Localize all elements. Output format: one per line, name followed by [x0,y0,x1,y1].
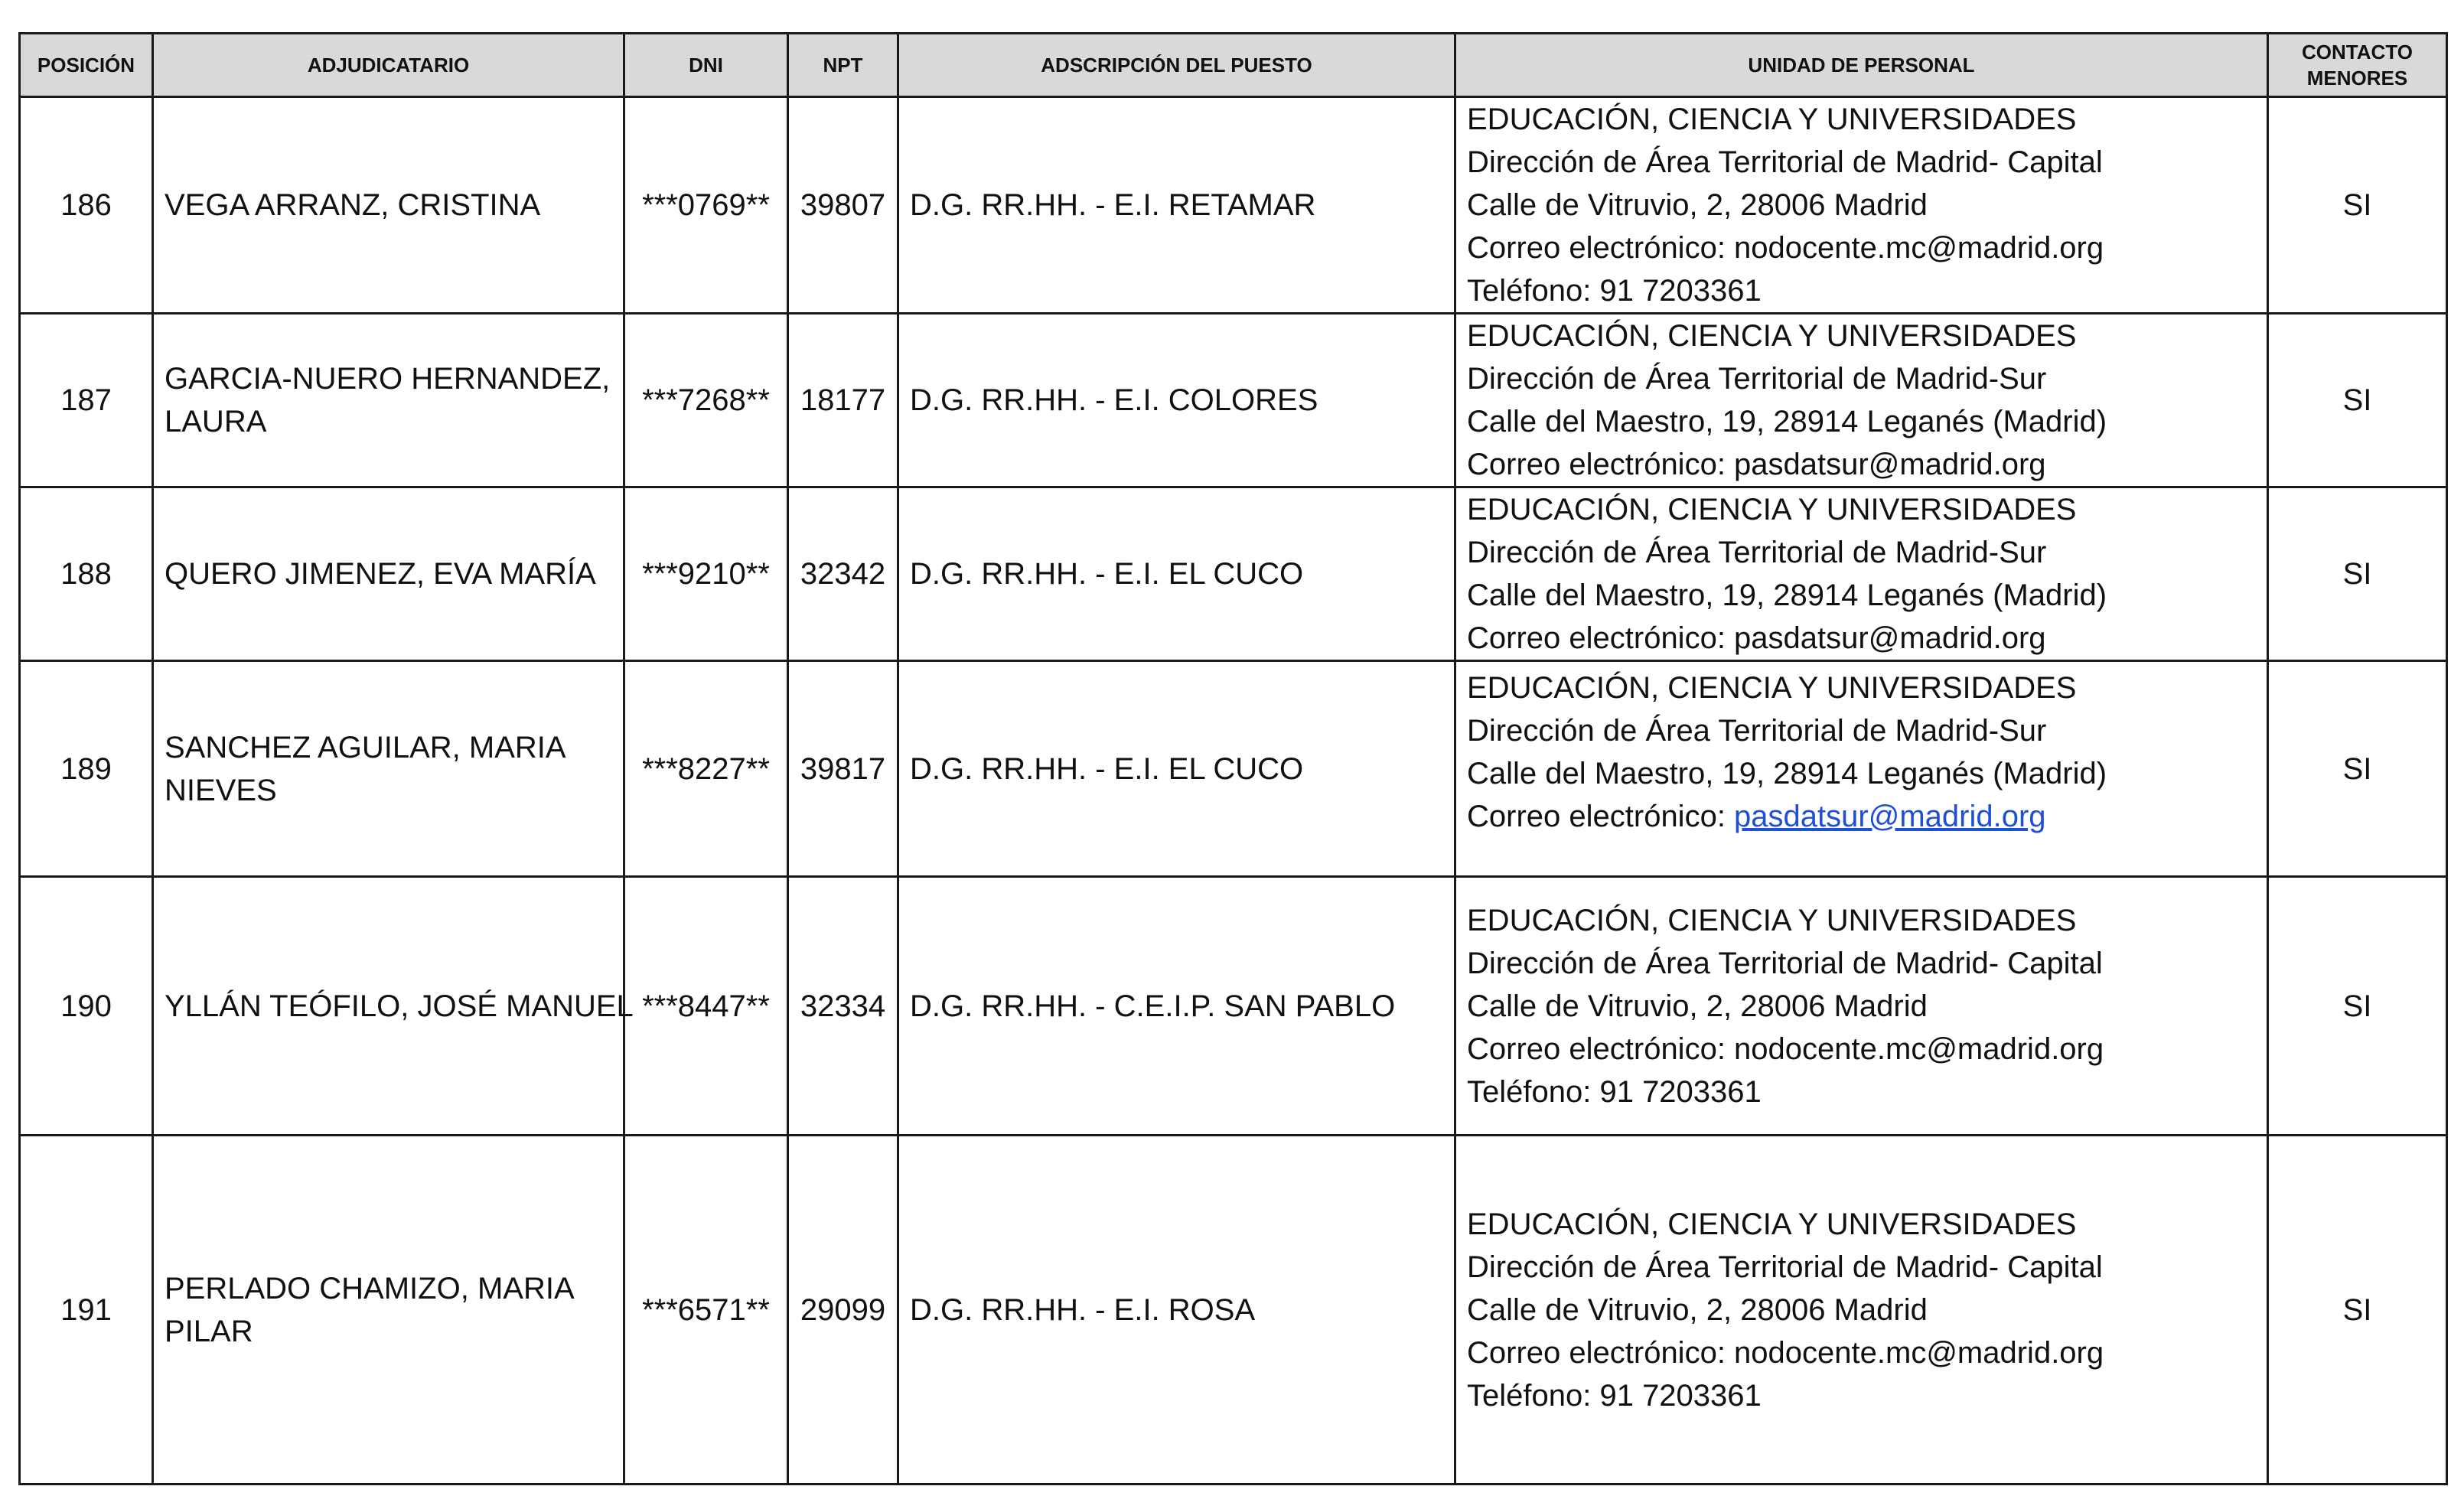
unidad-email-label: Correo electrónico: [1467,621,1735,655]
unidad-email: nodocente.mc@madrid.org [1734,231,2104,265]
cell-adscripcion: D.G. RR.HH. - E.I. RETAMAR [898,97,1455,314]
cell-adjudicatario [153,877,634,1136]
cell-npt: 39817 [788,661,898,877]
adjudicatario-line1: QUERO JIMENEZ, EVA MARÍA [165,557,596,591]
unidad-phone: Teléfono: 91 7203361 [1467,274,1762,308]
cell-contacto: SI [2268,487,2447,661]
unidad-email-line [1467,617,2256,660]
cell-npt: 32334 [788,877,898,1136]
unidad-email: nodocente.mc@madrid.org [1734,1335,2104,1370]
cell-adscripcion: D.G. RR.HH. - E.I. EL CUCO [898,661,1455,877]
unidad-address: Calle del Maestro, 19, 28914 Leganés (Madrid) [1467,405,2107,438]
adjudicatario-line1: GARCIA-NUERO HERNANDEZ, [165,362,611,396]
adjudicatario-line1: VEGA ARRANZ, CRISTINA [165,188,541,222]
unidad-email-line [1467,1331,2256,1374]
cell-contacto: SI [2268,877,2447,1136]
cell-dni: ***9210** [624,487,788,661]
unidad-address: Calle de Vitruvio, 2, 28006 Madrid [1467,1292,1928,1327]
cell-dni: ***8227** [624,661,788,877]
unidad-email: pasdatsur@madrid.org [1734,621,2046,655]
cell-unidad [1455,661,2268,877]
header-adjudicatario: ADJUDICATARIO [153,34,624,97]
unidad-email-label: Correo electrónico: [1467,800,1735,833]
unidad-ministry: EDUCACIÓN, CIENCIA Y UNIVERSIDADES [1467,903,2077,937]
cell-adjudicatario [153,314,624,487]
header-dni: DNI [624,34,788,97]
cell-adscripcion: D.G. RR.HH. - E.I. EL CUCO [898,487,1455,661]
cell-adjudicatario [153,97,624,314]
cell-unidad [1455,487,2268,661]
table-row [20,1136,2447,1485]
cell-dni: ***8447** [624,877,788,1136]
unidad-ministry: EDUCACIÓN, CIENCIA Y UNIVERSIDADES [1467,671,2077,705]
cell-posicion: 187 [20,314,153,487]
cell-contacto: SI [2268,97,2447,314]
cell-adscripcion: D.G. RR.HH. - C.E.I.P. SAN PABLO [898,877,1455,1136]
header-unidad: UNIDAD DE PERSONAL [1455,34,2268,97]
cell-npt: 32342 [788,487,898,661]
cell-adscripcion: D.G. RR.HH. - E.I. COLORES [898,314,1455,487]
unidad-email: nodocente.mc@madrid.org [1734,1032,2104,1066]
cell-unidad [1455,877,2268,1136]
unidad-address: Calle de Vitruvio, 2, 28006 Madrid [1467,989,1928,1023]
table-row [20,877,2447,1136]
unidad-direction: Dirección de Área Territorial de Madrid- Capital [1467,1250,2103,1284]
header-contacto-line2: MENORES [2306,67,2408,90]
unidad-address: Calle de Vitruvio, 2, 28006 Madrid [1467,188,1928,222]
unidad-ministry: EDUCACIÓN, CIENCIA Y UNIVERSIDADES [1467,319,2077,353]
cell-posicion: 188 [20,487,153,661]
unidad-email-line [1467,1028,2256,1071]
unidad-phone: Teléfono: 91 7203361 [1467,1378,1762,1413]
cell-dni: ***7268** [624,314,788,487]
unidad-email-label: Correo electrónico: [1467,1032,1735,1066]
unidad-phone: Teléfono: 91 7203361 [1467,1074,1762,1109]
document-page [18,32,2446,1485]
cell-dni: ***6571** [624,1136,788,1485]
unidad-direction: Dirección de Área Territorial de Madrid- Capital [1467,145,2103,179]
unidad-ministry: EDUCACIÓN, CIENCIA Y UNIVERSIDADES [1467,1207,2077,1241]
table-row [20,97,2447,314]
cell-contacto: SI [2268,1136,2447,1485]
cell-posicion: 191 [20,1136,153,1485]
unidad-email-line [1467,795,2256,838]
cell-dni: ***0769** [624,97,788,314]
adjudicatario-line1: YLLÁN TEÓFILO, JOSÉ MANUEL [165,989,634,1023]
unidad-ministry: EDUCACIÓN, CIENCIA Y UNIVERSIDADES [1467,103,2077,136]
unidad-address: Calle del Maestro, 19, 28914 Leganés (Madrid) [1467,757,2107,790]
cell-unidad [1455,97,2268,314]
table-row [20,661,2447,877]
adjudicatario-line2: PILAR [165,1314,253,1348]
unidad-address: Calle del Maestro, 19, 28914 Leganés (Madrid) [1467,579,2107,612]
cell-npt: 39807 [788,97,898,314]
unidad-email-line [1467,227,2256,269]
header-row [20,34,2447,97]
cell-posicion: 189 [20,661,153,877]
unidad-ministry: EDUCACIÓN, CIENCIA Y UNIVERSIDADES [1467,493,2077,526]
adjudication-table [18,32,2448,1485]
cell-adjudicatario [153,661,624,877]
unidad-direction: Dirección de Área Territorial de Madrid-Sur [1467,362,2047,396]
table-row [20,487,2447,661]
cell-contacto: SI [2268,661,2447,877]
cell-npt: 29099 [788,1136,898,1485]
unidad-direction: Dirección de Área Territorial de Madrid-Sur [1467,536,2047,569]
unidad-email-link[interactable]: pasdatsur@madrid.org [1734,800,2046,833]
unidad-email-line [1467,443,2256,486]
cell-posicion: 190 [20,877,153,1136]
cell-unidad [1455,314,2268,487]
cell-contacto: SI [2268,314,2447,487]
cell-npt: 18177 [788,314,898,487]
unidad-email-label: Correo electrónico: [1467,448,1735,481]
unidad-email-label: Correo electrónico: [1467,1335,1735,1370]
header-contacto [2268,34,2447,97]
unidad-direction: Dirección de Área Territorial de Madrid- Capital [1467,946,2103,980]
header-posicion: POSICIÓN [20,34,153,97]
cell-adjudicatario [153,1136,624,1485]
adjudicatario-line1: SANCHEZ AGUILAR, MARIA [165,730,566,764]
header-contacto-line1: CONTACTO [2302,41,2413,64]
cell-adjudicatario [153,487,624,661]
table-row [20,314,2447,487]
header-adscripcion: ADSCRIPCIÓN DEL PUESTO [898,34,1455,97]
adjudicatario-line2: LAURA [165,405,267,438]
cell-adscripcion: D.G. RR.HH. - E.I. ROSA [898,1136,1455,1485]
unidad-email-label: Correo electrónico: [1467,231,1735,265]
cell-posicion: 186 [20,97,153,314]
adjudicatario-line1: PERLADO CHAMIZO, MARIA [165,1271,575,1305]
adjudicatario-line2: NIEVES [165,773,277,807]
cell-unidad [1455,1136,2268,1485]
unidad-email: pasdatsur@madrid.org [1734,448,2046,481]
header-npt: NPT [788,34,898,97]
unidad-direction: Dirección de Área Territorial de Madrid-Sur [1467,714,2047,748]
